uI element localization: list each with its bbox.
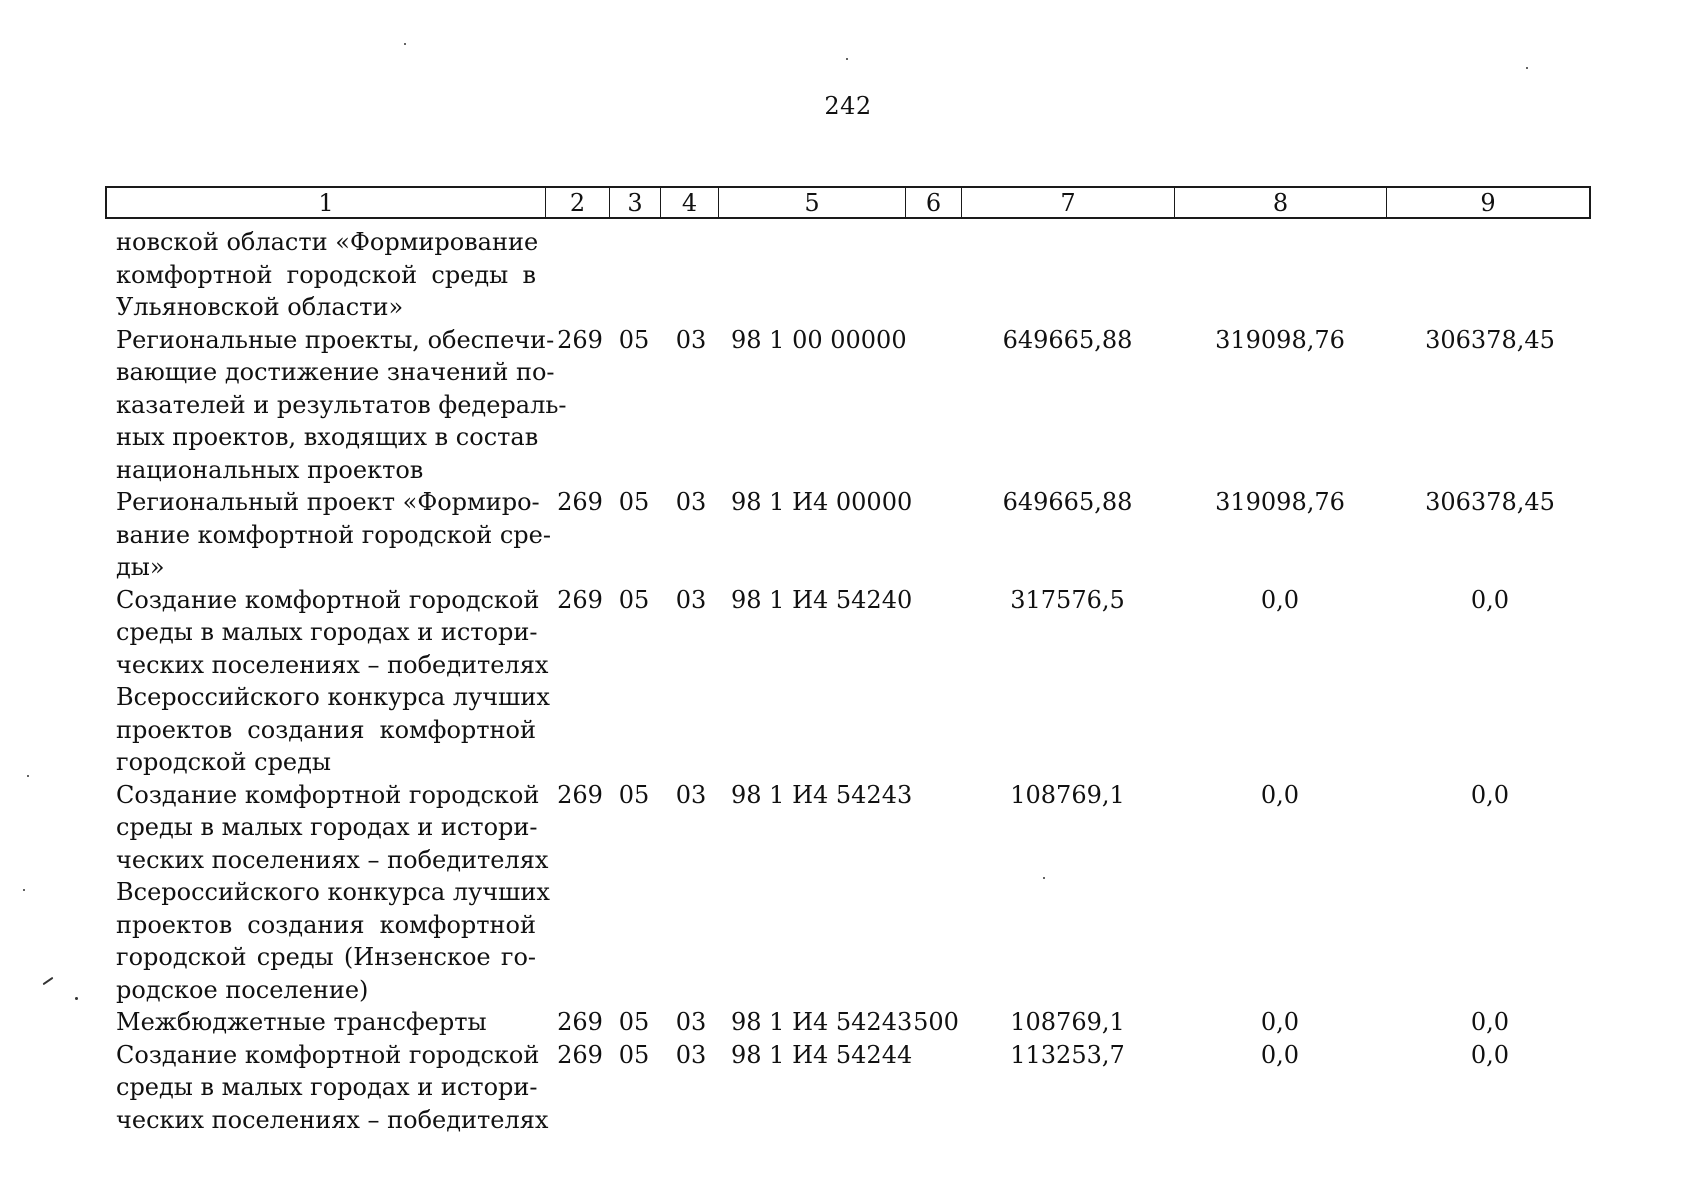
cell-col-2: 269 bbox=[557, 585, 603, 614]
cell-col-9: 0,0 bbox=[1470, 1008, 1510, 1036]
description-line: казателей и результатов федераль- bbox=[116, 390, 567, 419]
description-line: среды в малых городах и истори- bbox=[116, 618, 538, 646]
cell-col-3: 05 bbox=[618, 1008, 650, 1036]
cell-col-6: 500 bbox=[913, 1008, 959, 1036]
cell-col-4: 03 bbox=[675, 780, 707, 809]
description-line: ческих поселениях – победителях bbox=[116, 845, 549, 874]
scan-speck bbox=[404, 43, 406, 45]
cell-col-8: 319098,76 bbox=[1215, 488, 1345, 516]
cell-col-8: 0,0 bbox=[1260, 585, 1300, 614]
cell-col-5: 98 1 И4 54244 bbox=[731, 1040, 913, 1069]
description-line: среды в малых городах и истори- bbox=[116, 813, 538, 841]
page-number: 242 bbox=[824, 92, 872, 120]
description-line: среды в малых городах и истори- bbox=[116, 1073, 538, 1101]
cell-col-3: 05 bbox=[618, 1040, 650, 1069]
scan-speck bbox=[75, 997, 78, 1000]
cell-col-2: 269 bbox=[557, 488, 603, 516]
description-line: Ульяновской области» bbox=[116, 293, 404, 321]
cell-col-9: 306378,45 bbox=[1425, 488, 1555, 516]
description-line: национальных проектов bbox=[116, 455, 424, 484]
description-line: городской среды bbox=[116, 748, 332, 776]
cell-col-7: 649665,88 bbox=[1002, 488, 1133, 516]
header-col-5: 5 bbox=[719, 188, 906, 217]
header-col-6: 6 bbox=[906, 188, 962, 217]
cell-col-8: 0,0 bbox=[1260, 1008, 1300, 1036]
cell-col-8: 319098,76 bbox=[1215, 325, 1345, 354]
description-line: родское поселение) bbox=[116, 975, 369, 1004]
description-line: Региональный проект «Формиро- bbox=[116, 488, 540, 516]
row-description bbox=[116, 486, 551, 584]
cell-col-8: 0,0 bbox=[1260, 1040, 1300, 1069]
row-description bbox=[116, 226, 539, 324]
description-line: ческих поселениях – победителях bbox=[116, 1105, 549, 1134]
description-line: ческих поселениях – победителях bbox=[116, 650, 549, 679]
row-description bbox=[116, 779, 550, 1007]
description-line: новской области «Формирование bbox=[116, 228, 539, 256]
row-description bbox=[116, 1039, 549, 1137]
cell-col-4: 03 bbox=[675, 488, 707, 516]
description-line: ных проектов, входящих в состав bbox=[116, 423, 539, 451]
cell-col-5: 98 1 И4 54240 bbox=[731, 585, 913, 614]
description-line: Создание комфортной городской bbox=[116, 780, 540, 809]
cell-col-7: 113253,7 bbox=[1010, 1040, 1125, 1069]
description-line: Всероссийского конкурса лучших bbox=[116, 878, 550, 906]
description-line: комфортной городской среды в bbox=[116, 260, 536, 289]
scan-speck bbox=[1043, 877, 1045, 879]
scan-speck bbox=[43, 977, 54, 986]
header-col-8: 8 bbox=[1175, 188, 1387, 217]
cell-col-2: 269 bbox=[557, 780, 603, 809]
cell-col-4: 03 bbox=[675, 325, 707, 354]
cell-col-9: 0,0 bbox=[1470, 1040, 1510, 1069]
cell-col-7: 649665,88 bbox=[1002, 325, 1133, 354]
cell-col-5: 98 1 И4 54243 bbox=[731, 1008, 913, 1036]
header-col-4: 4 bbox=[661, 188, 719, 217]
description-line: городской среды (Инзенское го- bbox=[116, 943, 536, 971]
cell-col-2: 269 bbox=[557, 1040, 603, 1069]
cell-col-9: 0,0 bbox=[1470, 585, 1510, 614]
cell-col-3: 05 bbox=[618, 325, 650, 354]
row-description bbox=[116, 1006, 536, 1039]
table-header bbox=[105, 186, 1591, 219]
cell-col-2: 269 bbox=[557, 1008, 603, 1036]
cell-col-3: 05 bbox=[618, 488, 650, 516]
header-col-9: 9 bbox=[1480, 189, 1496, 217]
cell-col-3: 05 bbox=[618, 585, 650, 614]
cell-col-2: 269 bbox=[557, 325, 603, 354]
cell-col-4: 03 bbox=[675, 585, 707, 614]
description-line: Региональные проекты, обеспечи- bbox=[116, 325, 555, 354]
header-col-3: 3 bbox=[610, 188, 661, 217]
description-line: вающие достижение значений по- bbox=[116, 358, 555, 386]
description-line: Всероссийского конкурса лучших bbox=[116, 683, 550, 711]
description-line: Создание комфортной городской bbox=[116, 1040, 540, 1069]
header-col-1: 1 bbox=[107, 188, 546, 217]
scan-speck bbox=[1526, 67, 1528, 69]
description-line: ды» bbox=[116, 553, 165, 581]
header-col-2: 2 bbox=[546, 188, 610, 217]
scan-speck bbox=[846, 58, 848, 60]
cell-col-4: 03 bbox=[675, 1008, 707, 1036]
row-description bbox=[116, 324, 567, 487]
cell-col-3: 05 bbox=[618, 780, 650, 809]
cell-col-4: 03 bbox=[675, 1040, 707, 1069]
scan-speck bbox=[23, 889, 25, 891]
description-line: проектов создания комфортной bbox=[116, 715, 536, 744]
cell-col-9: 0,0 bbox=[1470, 780, 1510, 809]
description-line: вание комфортной городской сре- bbox=[116, 520, 551, 549]
row-description bbox=[116, 584, 550, 779]
description-line: Межбюджетные трансферты bbox=[116, 1008, 487, 1036]
scan-speck bbox=[27, 775, 29, 777]
cell-col-5: 98 1 И4 00000 bbox=[731, 488, 913, 516]
cell-col-7: 317576,5 bbox=[1010, 585, 1125, 614]
cell-col-9: 306378,45 bbox=[1425, 325, 1555, 354]
cell-col-8: 0,0 bbox=[1260, 780, 1300, 809]
description-line: Создание комфортной городской bbox=[116, 585, 540, 614]
cell-col-7: 108769,1 bbox=[1010, 1008, 1125, 1036]
cell-col-7: 108769,1 bbox=[1010, 780, 1125, 809]
description-line: проектов создания комфортной bbox=[116, 910, 536, 939]
cell-col-5: 98 1 И4 54243 bbox=[731, 780, 913, 809]
cell-col-5: 98 1 00 00000 bbox=[731, 325, 907, 354]
header-col-7: 7 bbox=[962, 188, 1175, 217]
